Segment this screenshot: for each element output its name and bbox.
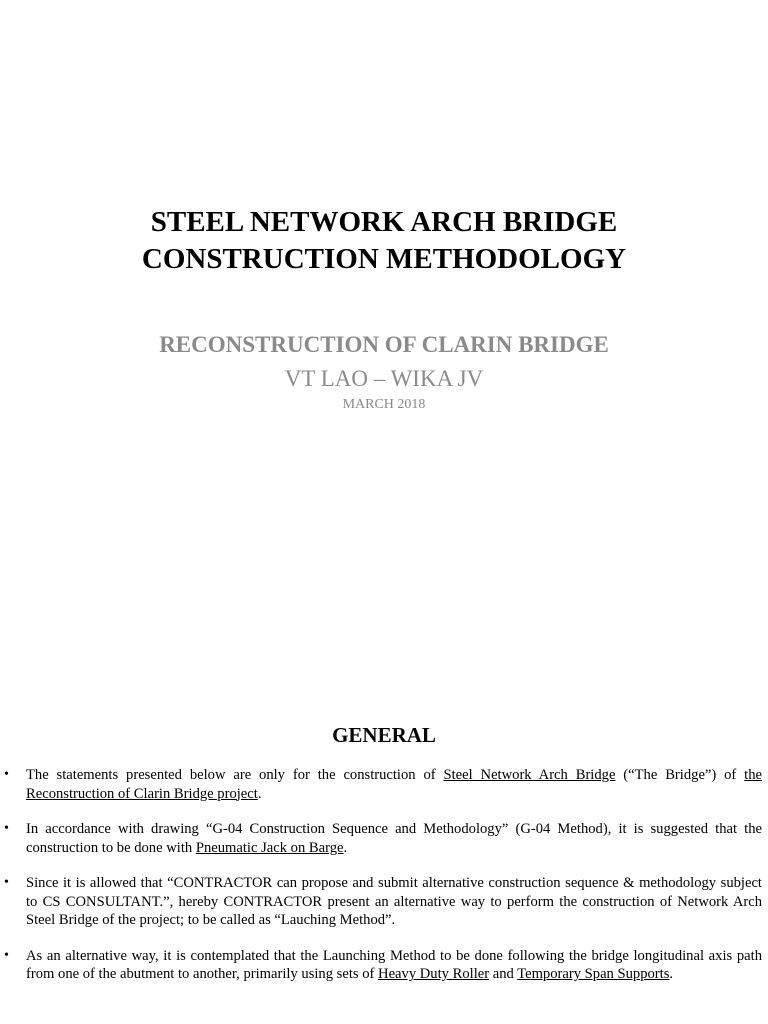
bullet-text: As an alternative way, it is contemplated that the Launching Method to be done following the bridge longitudinal axis path from one of the abutment to another, primarily using sets of: [26, 947, 762, 982]
title-block: [0, 204, 768, 278]
bullet-text: The statements presented below are only for the construction of: [26, 767, 444, 783]
underlined-term-steel-network-arch-bridge: Steel Network Arch Bridge: [443, 767, 616, 783]
bullet-item-3: [0, 874, 768, 930]
general-bullet-list: [0, 766, 768, 1001]
bullet-text: .: [669, 966, 674, 982]
bullet-text: Since it is allowed that “CONTRACTOR can propose and submit alternative construction sequence & methodology subject to CS CONSULTANT.”, hereby CONTRACTOR present an alternative way to perform the construction of Network Arch Steel Bridge of the project; to be called as “Lauching Method”.: [26, 875, 762, 928]
section-heading-general: GENERAL: [332, 723, 436, 747]
bullet-item-4: [0, 947, 768, 984]
company-name: VT LAO – WIKA JV: [284, 366, 484, 391]
document-title-line-1: STEEL NETWORK ARCH BRIDGE: [150, 206, 618, 238]
underlined-term-temporary-span-supports: Temporary Span Supports: [517, 966, 670, 982]
bullet-text: .: [257, 785, 262, 802]
document-date: MARCH 2018: [342, 397, 426, 412]
bullet-text: In accordance with drawing “G-04 Construction Sequence and Methodology” (G-04 Method), it is suggested that the construction to be done with: [26, 821, 762, 856]
bullet-text: (“The Bridge”) of: [615, 767, 745, 783]
underlined-term-pneumatic-jack-on-barge: Pneumatic Jack on Barge: [195, 839, 344, 856]
document-title-line-2: CONSTRUCTION METHODOLOGY: [141, 243, 627, 275]
underlined-term-reconstruction-project: the Reconstruction of Clarin Bridge project: [26, 767, 763, 802]
bullet-text: and: [489, 966, 518, 982]
underlined-term-heavy-duty-roller: Heavy Duty Roller: [378, 966, 490, 982]
bullet-item-1: [0, 766, 768, 803]
subtitle-block: [0, 331, 768, 414]
project-subtitle: RECONSTRUCTION OF CLARIN BRIDGE: [159, 332, 609, 357]
bullet-text: .: [343, 839, 348, 856]
bullet-item-2: [0, 820, 768, 857]
